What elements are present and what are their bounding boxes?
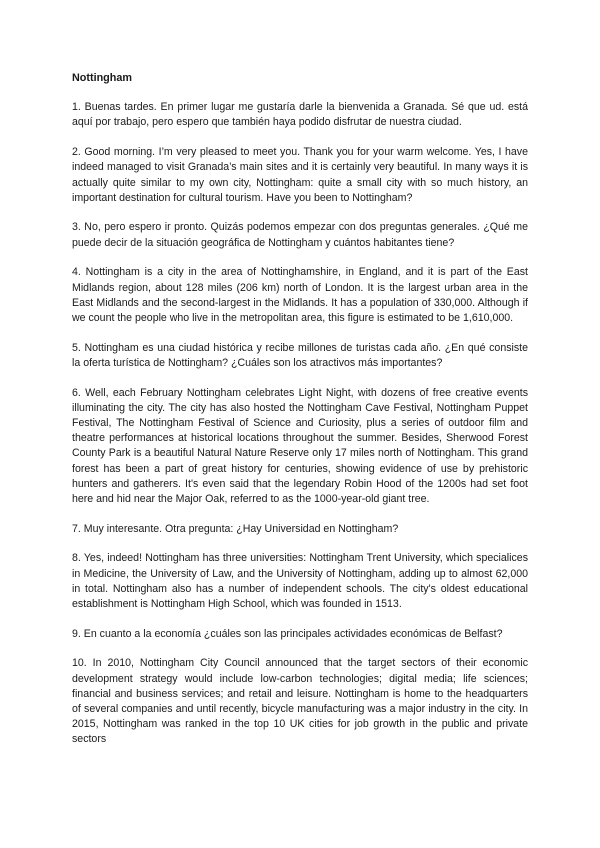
paragraph-8: 8. Yes, indeed! Nottingham has three universities: Nottingham Trent University, which specialices in Medicine, the University of Law, and the University of Nottingham, adding up to almost 62,000 in total. Nottingham also has a number of independent schools. The city's oldest educational establishment is Nottingham High School, which was founded in 1513. (72, 552, 528, 610)
paragraph-4: 4. Nottingham is a city in the area of Nottinghamshire, in England, and it is part of the East Midlands region, about 128 miles (206 km) north of London. It is the largest urban area in the East Midlands and the second-largest in the Midlands. It has a population of 330,000. Although if we count the people who live in the metropolitan area, this figure is estimated to be 1,610,000. (72, 266, 528, 324)
document-title: Nottingham (72, 72, 132, 84)
paragraph-3: 3. No, pero espero ir pronto. Quizás podemos empezar con dos preguntas generales. ¿Qué me puede decir de la situación geográfica de Nottingham y cuántos habitantes tiene? (72, 221, 528, 249)
paragraph-10: 10. In 2010, Nottingham City Council announced that the target sectors of their economic development strategy would include low-carbon technologies; digital media; life sciences; financial and business services; and retail and leisure. Nottingham is home to the headquarters of several companies and until recently, bicycle manufacturing was a major industry in the city. In 2015, Nottingham was ranked in the top 10 UK cities for job growth in the public and private sectors (72, 657, 528, 746)
paragraph-9: 9. En cuanto a la economía ¿cuáles son las principales actividades económicas de Belfast? (72, 627, 503, 640)
paragraph-7: 7. Muy interesante. Otra pregunta: ¿Hay Universidad en Nottingham? (72, 522, 399, 535)
paragraph-6: 6. Well, each February Nottingham celebrates Light Night, with dozens of free creative events illuminating the city. The city has also hosted the Nottingham Cave Festival, Nottingham Puppet Festival, The Nottingham Festival of Science and Curiosity, plus a series of outdoor film and theatre performances at historical locations throughout the summer. Besides, Sherwood Forest County Park is a beautiful Natural Nature Reserve only 17 miles north of Nottingham. This grand forest has been a part of great history for centuries, showing evidence of use by prehistoric hunters and gatherers. It's even said that the legendary Robin Hood of the 1200s had set foot here and hid near the Major Oak, referred to as the 1000-year-old giant tree. (72, 386, 528, 505)
document-body (72, 71, 528, 762)
paragraph-2: 2. Good morning. I’m very pleased to meet you. Thank you for your warm welcome. Yes, I have indeed managed to visit Granada’s main sites and it is certainly very beautiful. In many ways it is actually quite similar to my own city, Nottingham: quite a small city with so much history, an important destination for cultural tourism. Have you been to Nottingham? (72, 146, 528, 204)
paragraph-5: 5. Nottingham es una ciudad histórica y recibe millones de turistas cada año. ¿En qué consiste la oferta turística de Nottingham? ¿Cuáles son los atractivos más importantes? (72, 341, 528, 369)
paragraph-1: 1. Buenas tardes. En primer lugar me gustaría darle la bienvenida a Granada. Sé que ud. está aquí por trabajo, pero espero que también haya podido disfrutar de nuestra ciudad. (72, 101, 528, 129)
